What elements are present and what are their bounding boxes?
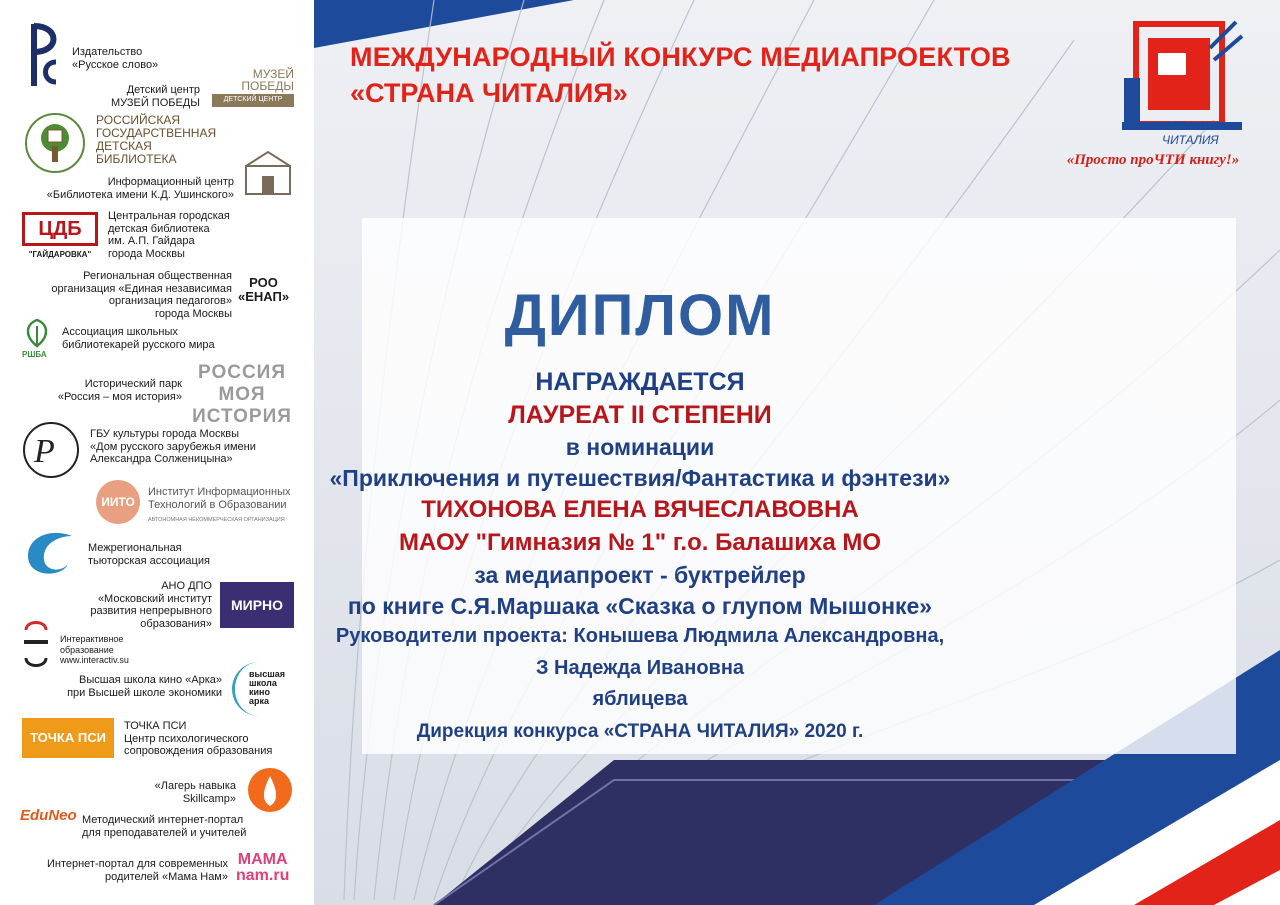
partner-tochka-psi [0,714,314,762]
enap-logo: РОО «ЕНАП» [238,275,290,304]
partner-tutor-association [0,524,314,580]
direction-text: Дирекция конкурса «СТРАНА ЧИТАЛИЯ» 2020 г. [416,721,864,742]
partner-text: Интернет-портал для современных родителей «Мама Нам» [46,858,228,883]
nomination-intro: в номинации [565,434,715,460]
for-project-text: за медиапроект - буктрейлер [474,562,806,588]
partner-text: Детский центр МУЗЕЙ ПОБЕДЫ [110,84,200,109]
logo-sub-text: "ГАЙДАРОВКА" [28,250,92,259]
diploma-title: ДИПЛОМ [504,283,776,348]
partner-rshba [0,318,314,362]
awarded-text: НАГРАЖДАЕТСЯ [535,368,745,396]
brand-line2: ЧИТАЛИЯ [1162,133,1219,147]
leaders-line3: яблицева [592,688,688,710]
partner-eduneo [0,796,314,844]
tochka-psi-logo: ТОЧКА ПСИ [22,718,114,758]
dom-zarubezhya-logo [22,420,80,480]
partners-sidebar [0,0,314,905]
contest-title-line1: МЕЖДУНАРОДНЫЙ КОНКУРС МЕДИАПРОЕКТОВ [350,42,1011,72]
partner-arka [0,660,314,716]
partner-text: Издательство «Русское слово» [72,46,159,71]
logo-text: ЦДБ [22,212,98,246]
tutor-association-logo [22,526,80,578]
muzey-pobedy-logo [212,68,294,108]
partner-muzey-pobedy [0,64,314,110]
rshba-leaf-logo [22,318,52,348]
partner-text: Ассоциация школьных библиотекарей русского мира [62,326,215,351]
partner-text: Региональная общественная организация «Единая независимая организация педагогов» города Москвы [51,270,232,320]
partner-text: ТОЧКА ПСИ Центр психологического сопровождения образования [124,720,273,757]
arka-logo: высшая школа кино арка [232,662,292,716]
svg-text:P: P [34,433,55,470]
partner-text: Институт Информационных Технологий в Образовании [148,486,291,511]
partner-text: Центральная городская детская библиотека им. А.П. Гайдара города Москвы [108,210,230,260]
logo-text: МУЗЕЙ ПОБЕДЫ [241,67,294,93]
eduneo-logo: EduNeo [20,807,77,824]
partner-enap [0,270,314,322]
partner-dom-zarubezhya [0,420,314,482]
cdb-logo [22,212,98,262]
ushinsky-building-logo [242,150,294,196]
partner-text: Межрегиональная тьюторская ассоциация [88,542,210,567]
partner-text: Интерактивное образование www.interactiv.su [60,634,129,665]
degree-text: ЛАУРЕАТ II СТЕПЕНИ [508,401,772,429]
leaders-line1: Руководители проекта: Конышева Людмила Александровна, [335,625,945,647]
partner-text: Высшая школа кино «Арка» при Высшей школе экономики [67,674,222,699]
partner-gaidarovka [0,206,314,262]
partner-mama-nam [0,852,314,892]
partner-text: РОССИЙСКАЯ ГОСУДАРСТВЕННАЯ ДЕТСКАЯ БИБЛИОТЕКА [96,113,217,166]
partner-text: «Лагерь навыка Skillcamp» [154,780,236,805]
contest-title-line2: «СТРАНА ЧИТАЛИЯ» [350,78,628,108]
mirno-logo: МИРНО [220,582,294,628]
rossiya-logo: РОССИЯ МОЯ ИСТОРИЯ [192,362,292,427]
brand-line1: СТРАНА [1164,119,1212,133]
iito-circle-logo: ИИТО [96,480,140,524]
book-text: по книге С.Я.Маршака «Сказка о глупом Мышонке» [347,593,933,619]
partner-text: Информационный центр «Библиотека имени К.Д. Ушинского» [46,176,234,201]
partner-text: АНО ДПО «Московский институт развития непрерывного образования» [90,580,212,630]
iito-subtitle: АВТОНОМНАЯ НЕКОММЕРЧЕСКАЯ ОРГАНИЗАЦИЯ [148,517,285,523]
partner-ushinsky [0,150,314,200]
school-name: МАОУ "Гимназия № 1" г.о. Балашиха МО [398,529,882,556]
partner-rossiya-istoriya [0,362,314,427]
nomination-name: «Приключения и путешествия/Фантастика и фэнтези» [329,465,951,491]
leaders-line2: З Надежда Ивановна [535,657,745,679]
rshba-label: РШБА [22,350,47,359]
logo-sub-text: ДЕТСКИЙ ЦЕНТР [212,94,294,107]
partner-text: Исторический парк «Россия – моя история» [57,378,182,403]
partner-text: Методический интернет-портал для преподавателей и учителей [82,814,247,839]
partner-text: ГБУ культуры города Москвы «Дом русского зарубежья имени Александра Солженицына» [90,428,256,465]
mama-nam-logo: МАМА nam.ru [236,851,290,884]
partner-iito [0,478,314,524]
slogan: «Просто проЧТИ книгу!» [1066,152,1240,168]
laureate-name: ТИХОНОВА ЕЛЕНА ВЯЧЕСЛАВОВНА [421,496,859,523]
